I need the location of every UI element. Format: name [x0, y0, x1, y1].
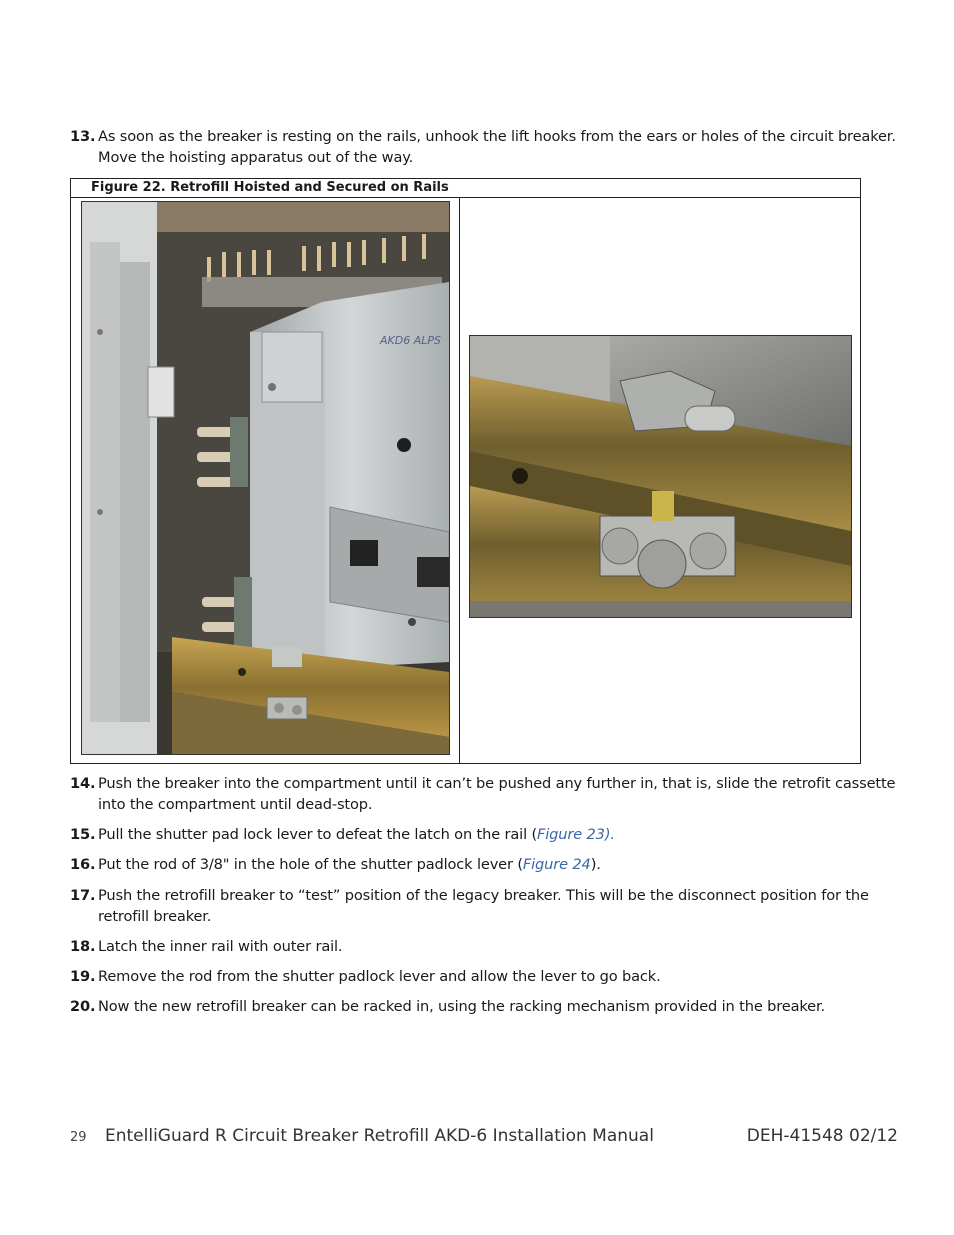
step-18: [70, 937, 900, 958]
page-number: 29: [70, 1130, 87, 1145]
manual-title: EntelliGuard R Circuit Breaker Retrofill AKD-6 Installation Manual: [105, 1126, 654, 1146]
step-text: Remove the rod from the shutter padlock lever and allow the lever to go back.: [98, 968, 661, 985]
document-number: DEH-41548 02/12: [746, 1126, 898, 1146]
step-14: [70, 774, 900, 815]
figure-23-link[interactable]: Figure 23).: [537, 826, 615, 843]
step-16: [70, 855, 900, 876]
figure-table: [70, 178, 861, 764]
step-number: 15.: [70, 826, 96, 843]
step-number: 19.: [70, 968, 96, 985]
step-text: Push the retrofill breaker to “test” position of the legacy breaker. This will be the disconnect position for the retrofill breaker.: [98, 887, 869, 925]
figure-divider: [459, 198, 460, 764]
step-number: 17.: [70, 887, 96, 904]
breaker-on-rails-photo: [81, 201, 450, 755]
step-number: 16.: [70, 856, 96, 873]
step-text: [98, 855, 900, 876]
step-text-before: Pull the shutter pad lock lever to defeat the latch on the rail (: [98, 826, 538, 843]
step-text: As soon as the breaker is resting on the rails, unhook the lift hooks from the ears or holes of the circuit breaker. Move the hoisting apparatus out of the way.: [98, 128, 896, 166]
step-text-before: Put the rod of 3/8" in the hole of the shutter padlock lever (: [98, 856, 523, 873]
page-footer: [70, 1126, 898, 1150]
step-text: [98, 825, 900, 846]
step-text: Latch the inner rail with outer rail.: [98, 938, 343, 955]
photo-handwriting: AKD6 ALPS: [380, 334, 441, 347]
step-15: [70, 825, 900, 846]
step-text: Push the breaker into the compartment until it can’t be pushed any further in, that is, slide the retrofit cassette into the compartment until dead-stop.: [98, 775, 896, 813]
step-text: Now the new retrofill breaker can be racked in, using the racking mechanism provided in the breaker.: [98, 998, 826, 1015]
figure-caption: Figure 22. Retrofill Hoisted and Secured on Rails: [71, 179, 860, 198]
rail-lock-detail-photo: [469, 335, 852, 618]
step-19: [70, 967, 900, 988]
step-number: 20.: [70, 998, 96, 1015]
step-13: [70, 127, 900, 168]
step-17: [70, 886, 900, 927]
figure-24-link[interactable]: Figure 24: [522, 856, 591, 873]
step-number: 18.: [70, 938, 96, 955]
step-number: 13.: [70, 128, 96, 145]
step-20: [70, 997, 900, 1018]
step-number: 14.: [70, 775, 96, 792]
step-text-after: ).: [590, 856, 601, 873]
